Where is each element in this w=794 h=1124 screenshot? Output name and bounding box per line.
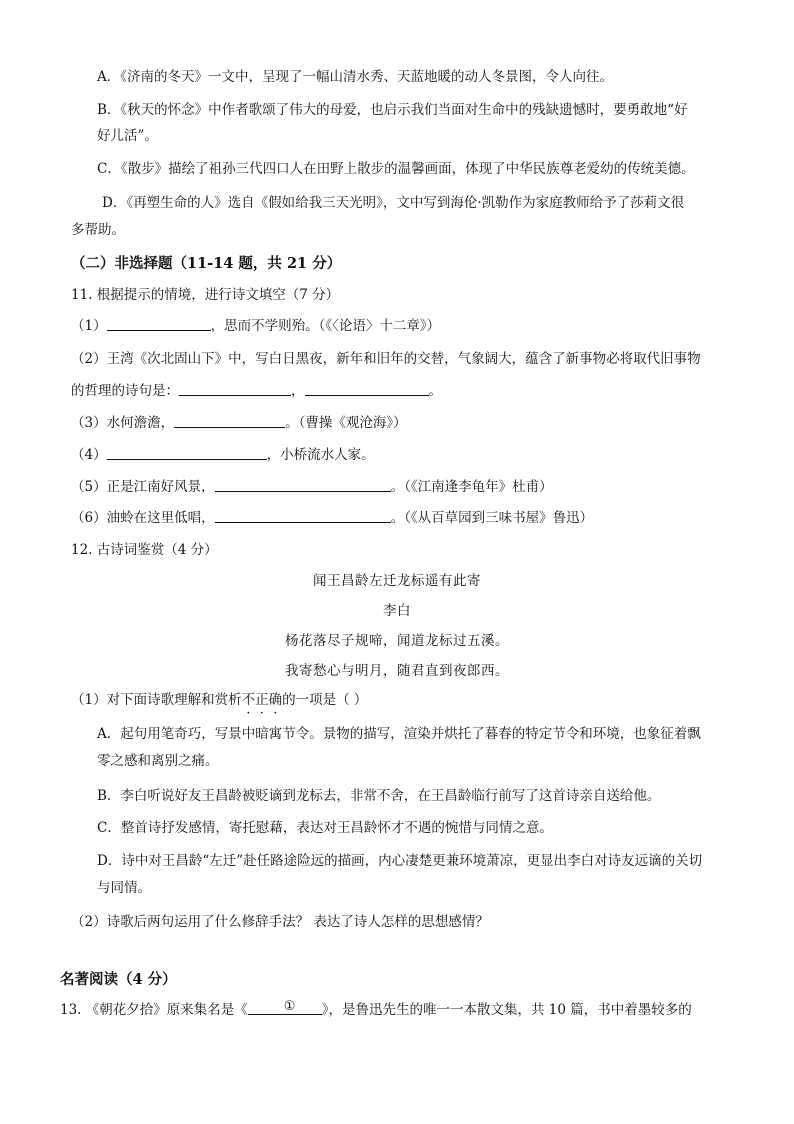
q13-blank-marker: ① <box>283 999 296 1014</box>
q11-blank-2a[interactable] <box>179 381 291 396</box>
q11-blank-3[interactable] <box>174 413 285 428</box>
q11-blank-1[interactable] <box>107 316 211 331</box>
option-d-prev-line2: 多帮助。 <box>71 222 125 238</box>
q11-item-5-prefix: （5）正是江南好风景， <box>71 479 215 495</box>
q11-blank-4[interactable] <box>107 445 267 460</box>
q11-item-4 <box>71 445 375 465</box>
q11-blank-5[interactable] <box>215 477 391 492</box>
q11-item-4-suffix: ，小桥流水人家。 <box>266 447 375 463</box>
q11-item-5-suffix: 。（《江南逢李龟年》杜甫） <box>390 479 553 495</box>
option-b-prev-line1: B．《秋天的怀念》中作者歌颂了伟大的母爱，也启示我们当面对生命中的残缺遗憾时，要勇敢地“好 <box>97 102 688 118</box>
q11-item-3 <box>71 413 407 433</box>
q13-prefix: 13. 《朝花夕拾》原来集名是《 <box>60 1002 248 1018</box>
option-a-prev: A．《济南的冬天》一文中，呈现了一幅山清水秀、天蓝地暖的动人冬景图，令人向往。 <box>97 69 613 85</box>
q12-option-c: C．整首诗抒发感情，寄托慰藉，表达对王昌龄怀才不遇的惋惜与同情之意。 <box>97 820 553 836</box>
q12-sub2-question: （2）诗歌后两句运用了什么修辞手法？ 表达了诗人怎样的思想感情？ <box>71 914 489 930</box>
option-d-prev-line1: D．《再塑生命的人》选自《假如给我三天光明》，文中写到海伦·凯勒作为家庭教师给予了莎莉文很 <box>102 195 685 211</box>
q13-suffix: 》，是鲁迅先生的唯一一本散文集，共 10 篇，书中着墨较多的 <box>321 1002 692 1018</box>
option-b-prev-line2: 好儿活”。 <box>97 128 158 144</box>
q12-option-a-line2: 零之感和离别之痛。 <box>97 753 219 769</box>
section-non-choice-title: （二）非选择题（11-14 题，共 21 分） <box>71 255 342 272</box>
q12-sub1-text-b: 的一项是（ ） <box>282 692 368 708</box>
q11-item-2-suffix: 。 <box>428 383 442 399</box>
q11-item-6 <box>71 508 593 528</box>
q11-blank-6[interactable] <box>215 508 391 523</box>
q11-item-2-comma: ， <box>291 383 305 399</box>
q11-blank-2b[interactable] <box>305 381 429 396</box>
section-famous-works-title: 名著阅读（4 分） <box>60 971 177 988</box>
poem-author: 李白 <box>383 603 411 619</box>
q11-item-3-suffix: 。（曹操《观沧海》） <box>285 415 407 431</box>
q11-item-6-prefix: （6）油蛉在这里低唱， <box>71 510 215 526</box>
poem-title: 闻王昌龄左迁龙标遥有此寄 <box>313 573 481 589</box>
q11-item-3-prefix: （3）水何澹澹， <box>71 415 175 431</box>
q12-option-b: B．李白听说好友王昌龄被贬谪到龙标去，非常不舍，在王昌龄临行前写了这首诗亲自送给他。 <box>97 788 661 804</box>
q11-title: 11. 根据提示的情境，进行诗文填空（7 分） <box>71 287 340 303</box>
q11-item-2-line2 <box>71 381 442 401</box>
q13-blank-1[interactable] <box>248 1000 322 1015</box>
option-c-prev: C．《散步》描绘了祖孙三代四口人在田野上散步的温馨画面，体现了中华民族尊老爱幼的传统美德。 <box>97 161 695 177</box>
q11-item-4-prefix: （4） <box>71 447 107 463</box>
q12-option-d-line2: 与同情。 <box>97 880 151 896</box>
poem-line-1: 杨花落尽子规啼，闻道龙标过五溪。 <box>285 633 509 649</box>
q12-sub1-emph-2: 正 <box>255 692 269 708</box>
q11-item-6-suffix: 。（《从百草园到三味书屋》鲁迅） <box>390 510 594 526</box>
q11-item-2-line1: （2）王湾《次北固山下》中，写白日黑夜，新年和旧年的交替，气象阔大，蕴含了新事物必将取代旧事物 <box>71 351 701 367</box>
q11-item-2-prefix: 的哲理的诗句是： <box>71 383 179 399</box>
q11-item-5 <box>71 477 553 497</box>
q11-item-1-prefix: （1） <box>71 318 107 334</box>
q12-sub1-emph-1: 不 <box>241 692 256 708</box>
q12-sub1-emph-3: 确 <box>268 692 283 708</box>
q12-title: 12. 古诗词鉴赏（4 分） <box>71 542 218 558</box>
q12-option-d-line1: D．诗中对王昌龄“左迁”赴任路途险远的描画，内心凄楚更兼环境萧凉，更显出李白对诗友远谪的关切 <box>97 853 703 869</box>
poem-line-2: 我寄愁心与明月，随君直到夜郎西。 <box>285 663 509 679</box>
q12-option-a-line1: A．起句用笔奇巧，写景中暗寓节令。景物的描写，渲染并烘托了暮春的特定节令和环境，也象征着飘 <box>97 726 701 742</box>
q12-sub1-question <box>71 690 367 710</box>
q11-item-1 <box>71 316 440 336</box>
q12-sub1-text-a: （1）对下面诗歌理解和赏析 <box>71 692 242 708</box>
q11-item-1-suffix: ，思而不学则殆。（《〈论语〉十二章》） <box>210 318 441 334</box>
q13-line1 <box>60 1000 692 1020</box>
